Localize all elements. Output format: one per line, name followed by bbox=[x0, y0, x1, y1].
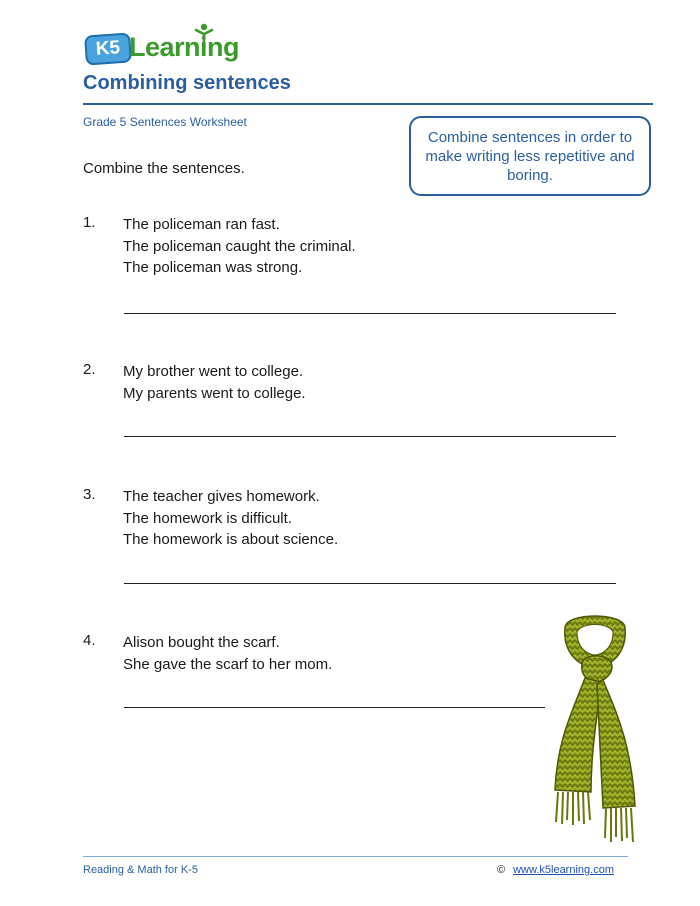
sentence: Alison bought the scarf. bbox=[123, 634, 280, 651]
sentence: The homework is about science. bbox=[123, 531, 339, 548]
copyright-symbol: © bbox=[497, 864, 506, 876]
sentence: She gave the scarf to her mom. bbox=[123, 655, 333, 673]
question-number: 4. bbox=[83, 632, 96, 649]
sentence: The teacher gives homework. bbox=[123, 488, 320, 505]
sentence: The homework is difficult. bbox=[123, 509, 292, 527]
question-number: 2. bbox=[83, 361, 96, 378]
answer-line-3[interactable] bbox=[124, 583, 616, 584]
answer-line-4[interactable] bbox=[124, 707, 545, 708]
scarf-icon bbox=[545, 610, 645, 850]
sentence: The policeman caught the criminal. bbox=[123, 237, 356, 255]
question-number: 1. bbox=[83, 214, 96, 231]
tip-callout-text: Combine sentences in order to make writing less repetitive and boring. bbox=[425, 128, 635, 184]
page-title: Combining sentences bbox=[83, 72, 291, 94]
title-divider bbox=[83, 103, 653, 105]
footer-copyright bbox=[497, 864, 614, 876]
instruction-text: Combine the sentences. bbox=[83, 160, 245, 177]
worksheet-subtitle: Grade 5 Sentences Worksheet bbox=[83, 115, 247, 129]
question-number: 3. bbox=[83, 486, 96, 503]
footer-divider bbox=[83, 856, 628, 857]
logo-word: Learning bbox=[129, 32, 240, 62]
tip-callout bbox=[409, 116, 651, 196]
answer-line-2[interactable] bbox=[124, 436, 616, 437]
answer-line-1[interactable] bbox=[124, 313, 616, 314]
k5-learning-logo bbox=[85, 26, 240, 64]
logo-badge: K5 bbox=[84, 32, 132, 65]
website-link[interactable]: www.k5learning.com bbox=[513, 864, 614, 876]
sentence: The policeman ran fast. bbox=[123, 216, 280, 233]
sentence: My brother went to college. bbox=[123, 363, 304, 380]
sentence: The policeman was strong. bbox=[123, 259, 303, 276]
sentence: My parents went to college. bbox=[123, 384, 306, 402]
footer-tagline: Reading & Math for K-5 bbox=[83, 864, 198, 876]
person-icon bbox=[193, 22, 215, 44]
